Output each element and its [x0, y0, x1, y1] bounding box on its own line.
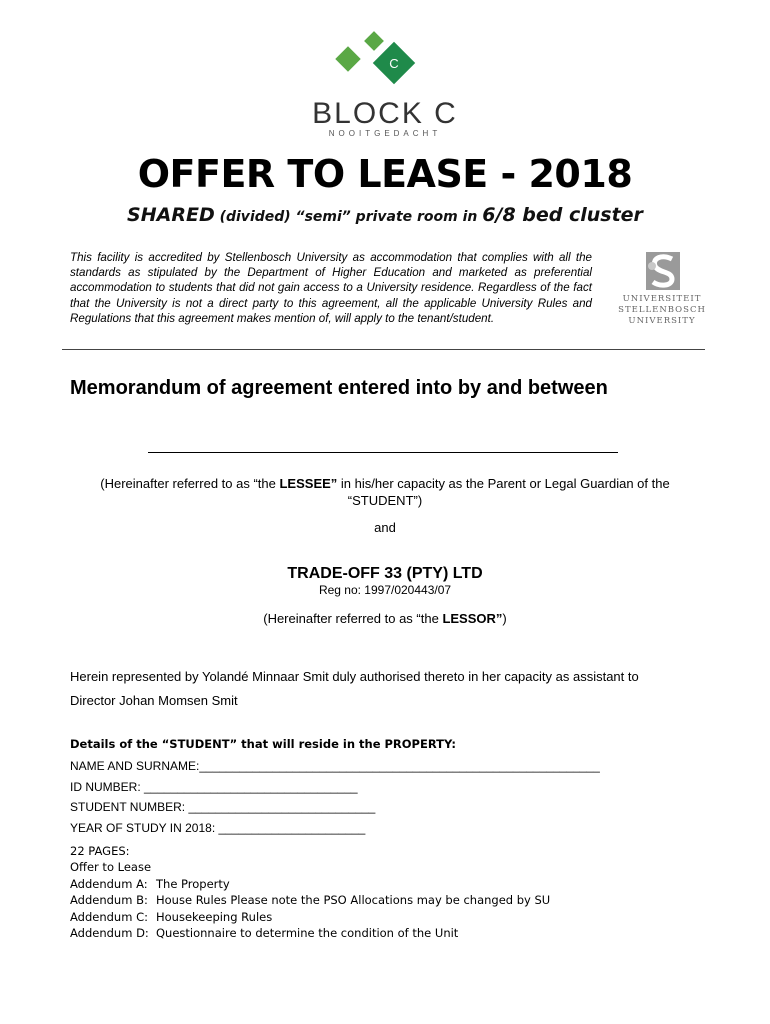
addendum-b-label: Addendum B:: [70, 893, 148, 908]
header-divider: [62, 349, 705, 350]
lessee-bold: LESSEE”: [279, 476, 338, 491]
id-number-field: ID NUMBER: ________________________________: [70, 780, 358, 794]
lessee-description: [60, 475, 710, 509]
represented-line1: Herein represented by Yolandé Minnaar Smit duly authorised thereto in her capacity as assistant to: [70, 669, 639, 684]
lessee-name-line: [148, 452, 618, 453]
addendum-a: [70, 876, 550, 892]
addendum-a-label: Addendum A:: [70, 876, 148, 891]
memorandum-heading: Memorandum of agreement entered into by and between: [70, 377, 608, 399]
addendum-b-text: House Rules Please note the PSO Allocations may be changed by SU: [156, 893, 551, 908]
logo-letter: C: [389, 56, 399, 71]
lessor-company: TRADE-OFF 33 (PTY) LTD: [287, 565, 483, 582]
document-subtitle: [0, 204, 770, 226]
university-line2: STELLENBOSCH: [618, 305, 706, 315]
lessee-pre: (Hereinafter referred to as “the: [100, 476, 280, 491]
addendum-d: [70, 925, 550, 941]
brand-subtitle: NOOITGEDACHT: [328, 129, 442, 138]
brand-name: BLOCK C: [312, 97, 458, 130]
addendum-d-text: Questionnaire to determine the condition of the Unit: [156, 926, 459, 941]
and-text: and: [374, 520, 396, 535]
represented-line2: Director Johan Momsen Smit: [70, 693, 238, 708]
lessee-line2: “STUDENT”): [347, 493, 423, 508]
addendum-a-text: The Property: [156, 876, 230, 891]
subtitle-shared: SHARED: [127, 204, 215, 226]
university-line3: UNIVERSITY: [628, 316, 696, 326]
subtitle-part1: (divided) “semi” private room in: [214, 209, 483, 225]
addendum-c-text: Housekeeping Rules: [156, 909, 273, 924]
block-c-logo: [325, 28, 435, 108]
subtitle-beds: 6/8 bed cluster: [482, 204, 643, 226]
addendum-b: [70, 892, 550, 908]
offer-to-lease-item: Offer to Lease: [70, 860, 152, 875]
lessor-bold: LESSOR”: [442, 611, 503, 626]
document-title: OFFER TO LEASE - 2018: [137, 152, 633, 196]
student-details-heading: Details of the “STUDENT” that will reside in the PROPERTY:: [70, 737, 456, 751]
university-name: [612, 294, 712, 327]
year-of-study-field: YEAR OF STUDY IN 2018: ______________________: [70, 821, 366, 835]
pages-list: [70, 843, 550, 941]
registration-number: Reg no: 1997/020443/07: [318, 583, 452, 597]
student-number-field: STUDENT NUMBER: ____________________________: [70, 800, 376, 814]
pages-heading: 22 PAGES:: [70, 844, 130, 858]
lessee-post: in his/her capacity as the Parent or Legal Guardian of the: [337, 476, 670, 491]
lessor-description: [60, 611, 710, 626]
name-surname-field: NAME AND SURNAME:____________________________________________________________: [70, 759, 600, 773]
university-line1: UNIVERSITEIT: [622, 294, 702, 304]
accreditation-paragraph: This facility is accredited by Stellenbosch University as accommodation that complies with all the standards as stipulated by the Department of Higher Education and marketed as preferential accommodation to students that did not gain access to a University residence. Regardless of the fact that the University is not a direct party to this agreement, all the applicable University Rules and Regulations that this agreement makes mention of, will apply to the tenant/student.: [70, 251, 592, 325]
addendum-c: [70, 909, 550, 925]
addendum-d-label: Addendum D:: [70, 926, 149, 941]
addendum-c-label: Addendum C:: [70, 909, 148, 924]
lessor-post: ): [502, 611, 507, 626]
lessor-pre: (Hereinafter referred to as “the: [263, 611, 443, 626]
